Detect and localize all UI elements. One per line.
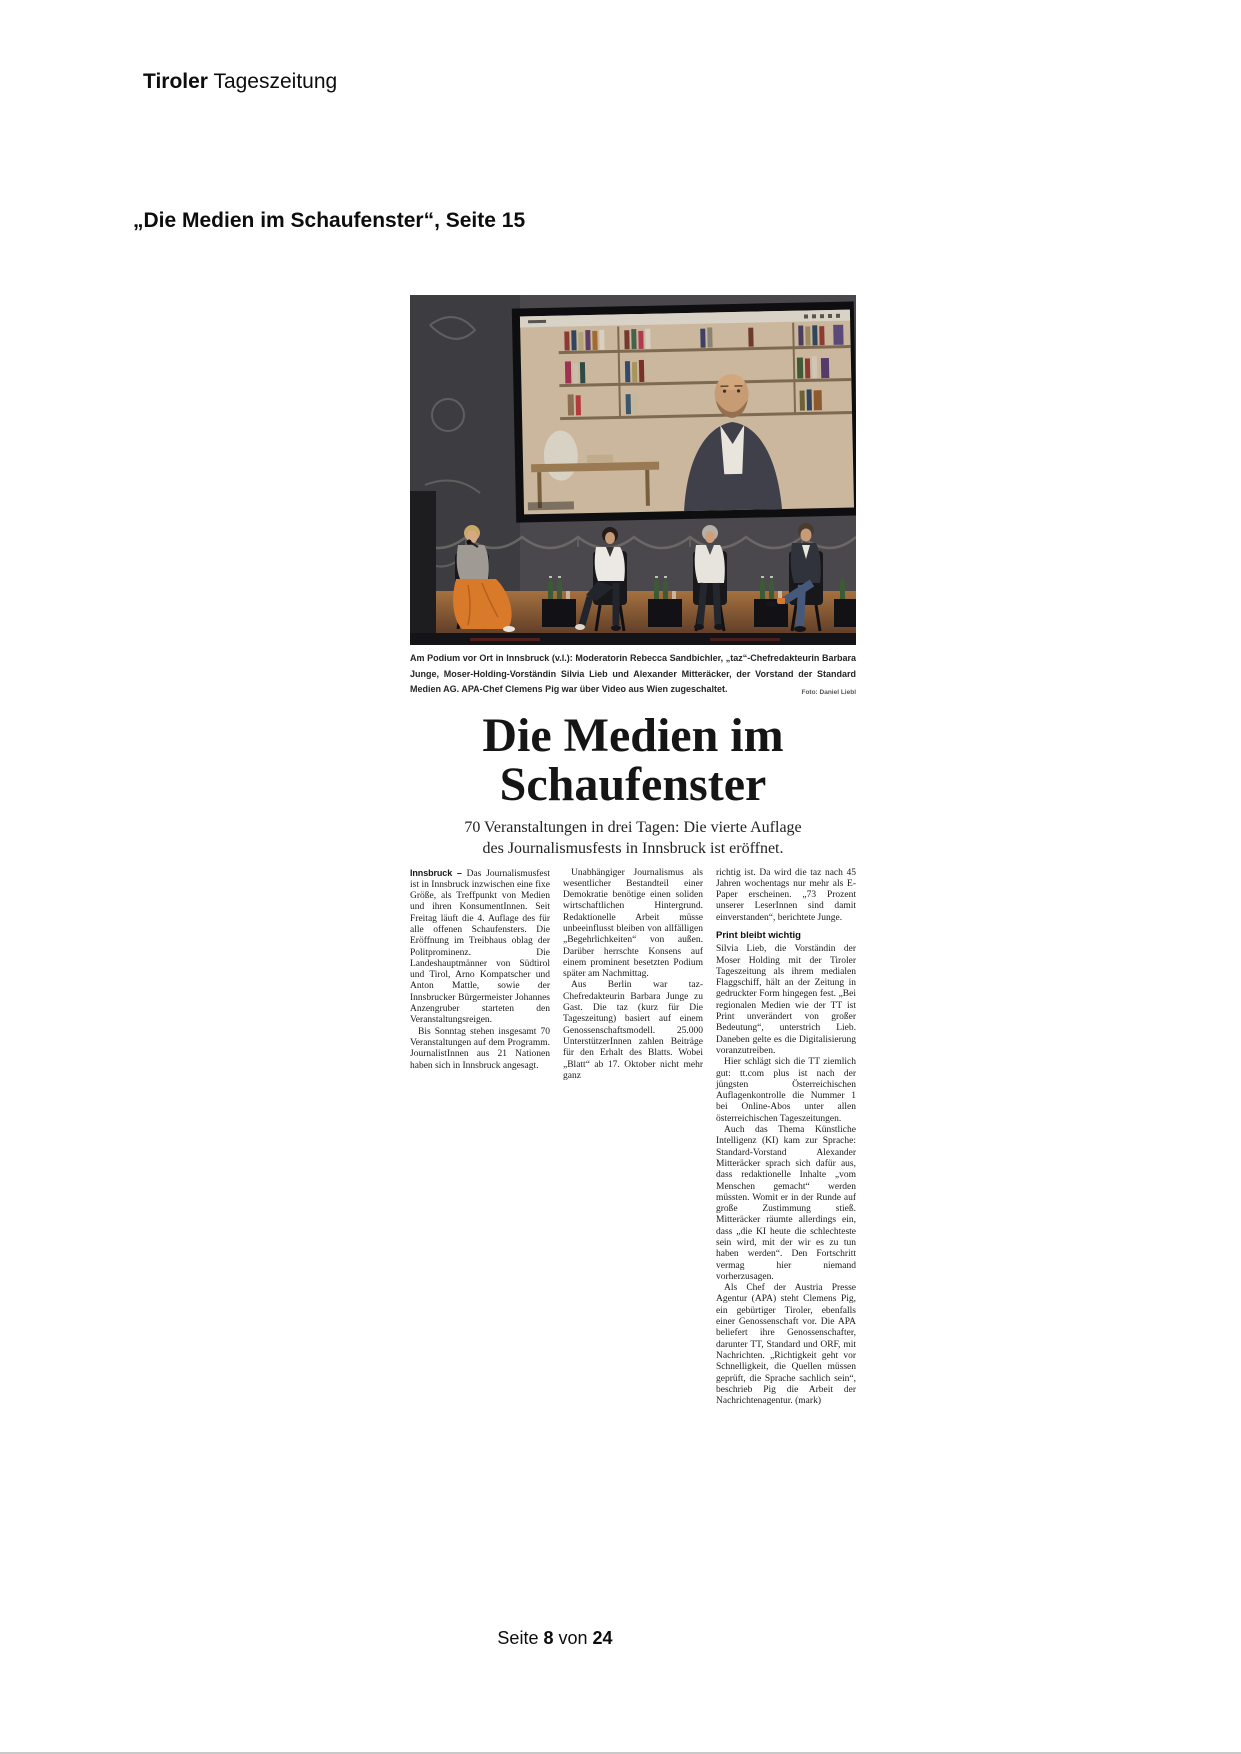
body-paragraph: Innsbruck – Das Journalismusfest ist in Innsbruck inzwischen eine fixe Größe, als Treffpunkt von Medien und ihren KonsumentInnen. Seit Freitag läuft die 4. Auflage des für alle offenen Schaufensters. Die Eröffnung im Treibhaus oblag der Politprominenz. Die Landeshauptmänner von Südtirol und Tirol, Arno Kompatscher und Anton Mattle, sowie der Innsbrucker Bürgermeister Johannes Anzengruber starteten den Veranstaltungsreigen. bbox=[410, 867, 550, 1026]
article-column-3 bbox=[716, 868, 856, 1408]
article-column-1 bbox=[410, 868, 550, 1408]
subhead-line-2: des Journalismusfests in Innsbruck ist eröffnet. bbox=[482, 839, 784, 857]
body-paragraph: Silvia Lieb, die Vorständin der Moser Holding mit der Tiroler Tageszeitung als ihrem medialen Flaggschiff, hält an der Zeitung in gedruckter Form hingegen fest. „Bei regionalen Medien wie der TT ist Print unverändert von großer Bedeutung“, unterstrich Lieb. Daneben gelte es die Digitalisierung voranzutreiben. bbox=[716, 944, 856, 1056]
photo-caption: Am Podium vor Ort in Innsbruck (v.l.): Moderatorin Rebecca Sandbichler, „taz“-Chefredakteurin Barbara Junge, Moser-Holding-Vorständin Silvia Lieb und Alexander Mitteräcker, der Vorstand der Standard Medien AG. APA-Chef Clemens Pig war über Video aus Wien zugeschaltet. bbox=[410, 653, 856, 694]
footer-label: Seite bbox=[497, 1628, 539, 1648]
body-paragraph: richtig ist. Da wird die taz nach 45 Jahren wochentags nur mehr als E-Paper erscheinen. „73 Prozent unserer LeserInnen sind damit einverstanden“, berichtete Junge. bbox=[716, 867, 856, 923]
column-subheading: Print bleibt wichtig bbox=[716, 929, 801, 941]
article-body bbox=[410, 868, 856, 1408]
subhead-line-1: 70 Veranstaltungen in drei Tagen: Die vierte Auflage bbox=[464, 818, 802, 836]
article-headline bbox=[410, 708, 856, 811]
masthead-bold: Tiroler bbox=[143, 70, 208, 93]
headline-line-2: Schaufenster bbox=[499, 757, 767, 811]
page-footer bbox=[0, 1628, 1110, 1649]
projection-screen bbox=[512, 301, 856, 522]
body-paragraph: Auch das Thema Künstliche Intelligenz (KI) kam zur Sprache: Standard-Vorstand Alexander Mitteräcker sprach sich dafür aus, dass redaktionelle Inhalte „vom Menschen gemacht“ werden müssten. Womit er in der Runde auf große Zustimmung stieß. Mitteräcker räumte allerdings ein, dass „die KI heute die schlechteste sein wird, mit der wir es zu tun haben werden“. Den Fortschritt vermag hier niemand vorherzusagen. bbox=[716, 1125, 856, 1282]
body-paragraph: Hier schlägt sich die TT ziemlich gut: tt.com plus ist nach der jüngsten Österreichischen Auflagenkontrolle die Nummer 1 bei Online-Abos unter allen österreichischen Tageszeitungen. bbox=[716, 1057, 856, 1124]
photo-caption-block bbox=[410, 651, 856, 698]
body-paragraph: Als Chef der Austria Presse Agentur (APA) steht Clemens Pig, ein gebürtiger Tiroler, ebenfalls einer Genossenschaft vor. Die APA beliefert ihre Genossenschafter, darunter TT, Standard und ORF, mit Nachrichten. „Richtigkeit geht vor Schnelligkeit, die Quellen müssen geprüft, die Sprache sachlich sein“, beschrieb Pig die Arbeit der Nachrichtenagentur. (mark) bbox=[716, 1283, 856, 1407]
footer-of: von bbox=[558, 1628, 588, 1648]
footer-page-number: 8 bbox=[543, 1628, 554, 1648]
body-paragraph: Aus Berlin war taz-Chefredakteurin Barbara Junge zu Gast. Die taz (kurz für Die Tageszeitung) basiert auf einem Genossenschaftsmodell. 25.000 UnterstützerInnen zahlen Beiträge für den Erhalt des Blatts. Wobei „Blatt“ ab 17. Oktober nicht mehr ganz bbox=[563, 980, 703, 1081]
clip-title: „Die Medien im Schaufenster“, Seite 15 bbox=[133, 209, 526, 232]
panel-photo bbox=[410, 295, 856, 645]
footer-total-pages: 24 bbox=[592, 1628, 613, 1648]
masthead-regular: Tageszeitung bbox=[213, 70, 338, 93]
newspaper-masthead bbox=[143, 70, 337, 94]
article-column-2 bbox=[563, 868, 703, 1408]
article bbox=[410, 295, 856, 1407]
body-paragraph: Unabhängiger Journalismus als wesentlicher Bestandteil einer Demokratie benötige einen soliden wirtschaftlichen Hintergrund. Redaktionelle Arbeit müsse unbeeinflusst bleiben von allfälligen „Begehrlichkeiten“ von außen. Darüber herrschte Konsens auf einem prominent besetzten Podium später am Nachmittag. bbox=[563, 867, 703, 980]
headline-line-1: Die Medien im bbox=[482, 708, 784, 762]
photo-credit: Foto: Daniel Liebl bbox=[801, 688, 856, 696]
body-paragraph: Bis Sonntag stehen insgesamt 70 Veranstaltungen auf dem Programm. JournalistInnen aus 21 Nationen haben sich in Innsbruck angesagt. bbox=[410, 1026, 550, 1071]
article-subhead bbox=[410, 817, 856, 859]
